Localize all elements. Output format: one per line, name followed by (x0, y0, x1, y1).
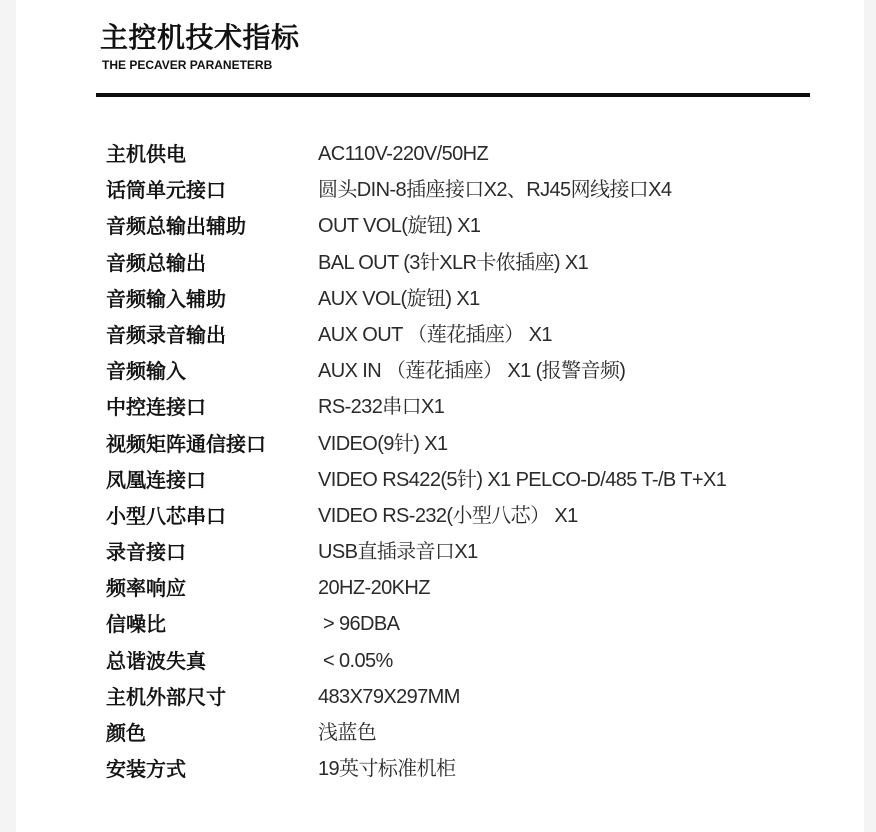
spec-label: 主机供电 (106, 142, 186, 166)
spec-label: 主机外部尺寸 (106, 684, 226, 709)
spec-label: 凤凰连接口 (106, 467, 206, 492)
spec-value: RS-232串口X1 (318, 396, 445, 419)
spec-label: 安装方式 (106, 757, 186, 782)
spec-row (106, 136, 806, 172)
spec-row (106, 751, 806, 787)
spec-label: 录音接口 (106, 540, 186, 565)
spec-value: 浅蓝色 (318, 722, 377, 744)
spec-label: 音频总输出 (106, 250, 206, 275)
spec-value: AC110V-220V/50HZ (318, 143, 489, 165)
spec-row (106, 679, 806, 715)
spec-row (106, 317, 806, 353)
spec-value: USB直插录音口X1 (318, 541, 478, 564)
spec-label: 中控连接口 (106, 395, 206, 420)
spec-label: 话筒单元接口 (106, 178, 226, 203)
spec-label: 频率响应 (106, 576, 186, 601)
spec-value: > 96DBA (318, 613, 400, 636)
spec-row (106, 172, 806, 208)
spec-value: 483X79X297MM (318, 685, 460, 708)
spec-label: 音频输入辅助 (106, 286, 226, 311)
spec-value: AUX VOL(旋钮) X1 (318, 287, 480, 310)
spec-row (106, 281, 806, 317)
spec-value: VIDEO(9针) X1 (318, 432, 448, 455)
spec-value: BAL OUT (3针XLR卡侬插座) X1 (318, 251, 589, 274)
spec-label: 音频录音输出 (106, 322, 226, 347)
spec-row (106, 534, 806, 570)
spec-value: 圆头DIN-8插座接口X2、RJ45网线接口X4 (318, 179, 672, 202)
spec-value: AUX OUT （莲花插座） X1 (318, 323, 552, 346)
spec-row (106, 245, 806, 281)
spec-value: 20HZ-20KHZ (318, 577, 430, 600)
spec-label: 视频矩阵通信接口 (106, 431, 266, 456)
title-divider (96, 93, 810, 97)
spec-row (106, 353, 806, 389)
spec-value: < 0.05% (318, 649, 393, 672)
spec-row (106, 715, 806, 751)
spec-label: 信噪比 (106, 612, 166, 637)
page-subtitle: THE PECAVER PARANETERB (102, 58, 273, 72)
spec-row (106, 606, 806, 642)
spec-label: 音频总输出辅助 (106, 214, 246, 239)
spec-row (106, 389, 806, 425)
spec-label: 小型八芯串口 (106, 503, 226, 528)
spec-row (106, 208, 806, 244)
spec-row (106, 570, 806, 606)
spec-row (106, 498, 806, 534)
page-title: 主控机技术指标 (100, 21, 300, 54)
spec-value: AUX IN （莲花插座） X1 (报警音频) (318, 360, 626, 383)
spec-label: 总谐波失真 (106, 648, 206, 673)
spec-value: 19英寸标准机柜 (318, 758, 456, 781)
spec-label: 颜色 (106, 721, 146, 745)
spec-row (106, 643, 806, 679)
spec-list (106, 136, 806, 787)
spec-value: VIDEO RS422(5针) X1 PELCO-D/485 T-/B T+X1 (318, 468, 727, 491)
spec-value: OUT VOL(旋钮) X1 (318, 215, 481, 238)
spec-row (106, 426, 806, 462)
spec-value: VIDEO RS-232(小型八芯） X1 (318, 504, 578, 527)
spec-row (106, 462, 806, 498)
spec-label: 音频输入 (106, 359, 186, 384)
